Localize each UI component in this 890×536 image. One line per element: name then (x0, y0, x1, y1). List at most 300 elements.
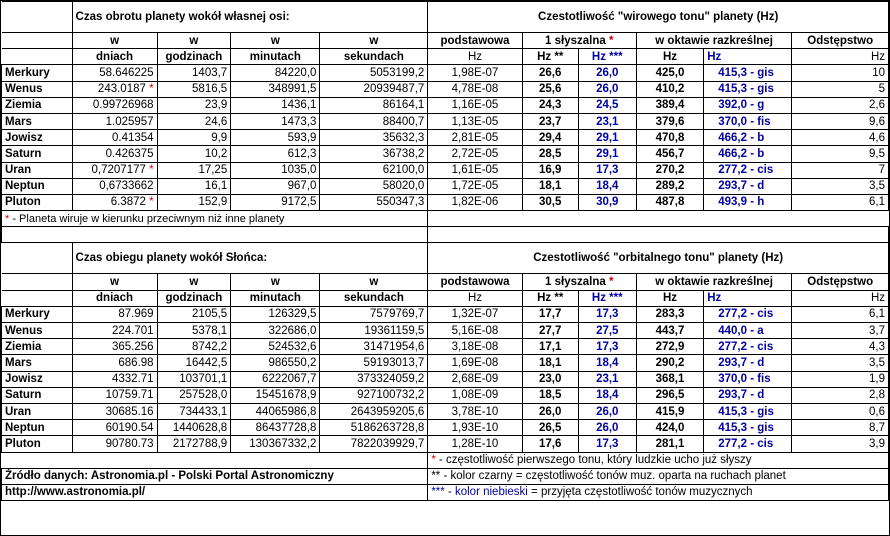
cell-hz-black: 17,1 (522, 339, 578, 355)
cell-hz-black: 27,7 (522, 323, 578, 339)
cell-sekundach: 5053199,2 (320, 65, 428, 81)
col-header-w: w (72, 33, 157, 49)
planet-name: Ziemia (2, 339, 73, 355)
cell-oktawa-blue (704, 323, 792, 339)
value-dniach: 0,6733662 (99, 180, 154, 193)
cell-sekundach: 5186263728,8 (320, 420, 428, 436)
cell-dniach (72, 323, 157, 339)
value-dniach: 686.98 (118, 356, 154, 369)
cell-dniach (72, 162, 157, 178)
cell-oktawa: 425,0 (636, 65, 703, 81)
note-star: * (5, 212, 10, 225)
cell-oktawa: 424,0 (636, 420, 703, 436)
cell-podstawowa: 5,16E-08 (428, 323, 522, 339)
value-dniach: 30685.16 (105, 405, 154, 418)
value-dniach: 90780.73 (105, 437, 154, 450)
data-source-url: http://www.astronomia.pl/ (2, 484, 428, 500)
cell-hz-black: 24,3 (522, 97, 578, 113)
empty-cell (428, 211, 889, 227)
cell-hz-blue: 26,0 (578, 81, 636, 97)
cell-dniach (72, 306, 157, 322)
note-name: - cis (750, 340, 774, 353)
empty-cell (2, 452, 428, 468)
spacer (2, 227, 428, 243)
cell-hz-black: 17,7 (522, 306, 578, 322)
cell-podstawowa: 1,82E-06 (428, 194, 522, 210)
col-header-dniach: dniach (72, 49, 157, 65)
cell-hz-black: 23,7 (522, 113, 578, 129)
col-header-hz: Hz (792, 290, 889, 306)
col-header-odstepstwo: Odstępstwo (792, 274, 889, 290)
cell-oktawa: 283,3 (636, 306, 703, 322)
section2-title-left: Czas obiegu planety wokół Słońca: (72, 243, 428, 274)
cell-podstawowa: 2,68E-09 (428, 371, 522, 387)
cell-minutach: 348991,5 (231, 81, 320, 97)
cell-hz-black: 16,9 (522, 162, 578, 178)
note-name: - fis (750, 373, 771, 386)
cell-godzinach: 16442,5 (157, 355, 231, 371)
value-dniach: 365.256 (112, 340, 154, 353)
col-header-hz-star2 (522, 290, 578, 306)
cell-podstawowa: 1,72E-05 (428, 178, 522, 194)
cell-sekundach: 36738,2 (320, 146, 428, 162)
planet-name: Uran (2, 162, 73, 178)
cell-minutach: 130367332,2 (231, 436, 320, 452)
cell-minutach: 593,9 (231, 130, 320, 146)
table-row (2, 162, 889, 178)
value-dniach: 58.646225 (99, 66, 154, 79)
table-row (2, 194, 889, 210)
cell-odstepstwo: 3,5 (792, 355, 889, 371)
cell-odstepstwo: 9,6 (792, 113, 889, 129)
cell-hz-black: 18,5 (522, 387, 578, 403)
cell-dniach (72, 371, 157, 387)
col-header-hz-star3 (578, 290, 636, 306)
note-name: - d (750, 389, 765, 402)
note-name: - gis (750, 421, 774, 434)
cell-podstawowa: 1,08E-09 (428, 387, 522, 403)
col-header-minutach: minutach (231, 49, 320, 65)
cell-minutach: 967,0 (231, 178, 320, 194)
cell-hz-black: 23,0 (522, 371, 578, 387)
col-header-hz: Hz (428, 290, 522, 306)
cell-oktawa-blue (704, 387, 792, 403)
section1-title-left: Czas obrotu planety wokół własnej osi: (72, 2, 428, 33)
cell-oktawa-blue (704, 178, 792, 194)
cell-oktawa: 272,9 (636, 339, 703, 355)
cell-hz-blue: 29,1 (578, 130, 636, 146)
col-header-odstepstwo: Odstępstwo (792, 33, 889, 49)
cell-minutach: 126329,5 (231, 306, 320, 322)
cell-sekundach: 19361159,5 (320, 323, 428, 339)
col-header-hz: Hz (792, 49, 889, 65)
section2-title-right: Czestotliwość "orbitalnego tonu" planety (Hz) (428, 243, 889, 274)
retrograde-marker: * (149, 196, 154, 209)
hz-label: Hz (537, 50, 552, 63)
value-dniach: 4332.71 (112, 373, 154, 386)
okt-value: 466,2 (718, 147, 747, 160)
cell-minutach: 986550,2 (231, 355, 320, 371)
planet-name: Ziemia (2, 97, 73, 113)
empty-cell (2, 33, 73, 49)
planet-name: Merkury (2, 65, 73, 81)
retrograde-marker: * (149, 164, 154, 177)
cell-hz-blue: 26,0 (578, 420, 636, 436)
cell-podstawowa: 1,69E-08 (428, 355, 522, 371)
cell-odstepstwo: 5 (792, 81, 889, 97)
planet-name: Neptun (2, 420, 73, 436)
planet-name: Jowisz (2, 371, 73, 387)
cell-sekundach: 7822039929,7 (320, 436, 428, 452)
col-header-w: w (231, 274, 320, 290)
col-header-oktawie: w oktawie razkreślnej (636, 274, 792, 290)
col-header-sekundach: sekundach (320, 290, 428, 306)
cell-oktawa-blue (704, 339, 792, 355)
cell-minutach: 1035,0 (231, 162, 320, 178)
table-row (2, 403, 889, 419)
cell-godzinach: 5378,1 (157, 323, 231, 339)
col-header-oktawie: w oktawie razkreślnej (636, 33, 792, 49)
cell-hz-black: 26,0 (522, 403, 578, 419)
table-row (2, 420, 889, 436)
cell-godzinach: 103701,1 (157, 371, 231, 387)
col-header-hz-star3 (578, 49, 636, 65)
planet-name: Jowisz (2, 130, 73, 146)
empty-cell (2, 2, 73, 33)
value-dniach: 6.3872 (110, 196, 146, 209)
cell-hz-blue: 24,5 (578, 97, 636, 113)
spacer (428, 227, 889, 243)
table-row (2, 97, 889, 113)
cell-hz-black: 26,5 (522, 420, 578, 436)
star3-marker: *** (609, 50, 623, 63)
cell-sekundach: 927100732,2 (320, 387, 428, 403)
cell-dniach (72, 81, 157, 97)
cell-oktawa: 379,6 (636, 113, 703, 129)
cell-godzinach: 17,25 (157, 162, 231, 178)
col-header-w: w (320, 33, 428, 49)
note-name: - a (750, 324, 764, 337)
cell-godzinach: 1403,7 (157, 65, 231, 81)
cell-oktawa-blue (704, 97, 792, 113)
table-row (2, 323, 889, 339)
cell-oktawa: 389,4 (636, 97, 703, 113)
cell-sekundach: 7579769,7 (320, 306, 428, 322)
cell-hz-blue: 30,9 (578, 194, 636, 210)
note-name: - d (750, 356, 765, 369)
cell-godzinach: 16,1 (157, 178, 231, 194)
retrograde-marker: * (149, 83, 154, 96)
cell-hz-blue: 23,1 (578, 371, 636, 387)
cell-podstawowa: 3,78E-10 (428, 403, 522, 419)
cell-podstawowa: 3,18E-08 (428, 339, 522, 355)
cell-dniach (72, 194, 157, 210)
col-header-hz-blue: Hz (704, 290, 792, 306)
cell-oktawa: 410,2 (636, 81, 703, 97)
note-name: - b (750, 131, 765, 144)
cell-hz-blue: 18,4 (578, 178, 636, 194)
cell-oktawa-blue (704, 113, 792, 129)
empty-cell (2, 274, 73, 290)
legend-text: = przyjęta częstotliwość tonów muzycznych (527, 486, 753, 499)
cell-hz-blue: 23,1 (578, 113, 636, 129)
cell-sekundach: 58020,0 (320, 178, 428, 194)
cell-dniach (72, 355, 157, 371)
rotation-note (2, 211, 428, 227)
col-header-podstawowa: podstawowa (428, 274, 522, 290)
value-dniach: 224.701 (112, 324, 154, 337)
cell-oktawa-blue (704, 403, 792, 419)
cell-sekundach: 62100,0 (320, 162, 428, 178)
section1-title-right: Czestotliwość "wirowego tonu" planety (Hz) (428, 2, 889, 33)
empty-cell (2, 243, 73, 274)
empty-cell (2, 290, 73, 306)
cell-sekundach: 59193013,7 (320, 355, 428, 371)
table-row (2, 355, 889, 371)
planet-name: Neptun (2, 178, 73, 194)
star2-marker: ** (554, 292, 564, 305)
planet-name: Pluton (2, 194, 73, 210)
legend-text: = częstotliwość tonów muz. oparta na ruchach planet (512, 470, 786, 483)
value-dniach: 0.99726968 (92, 99, 154, 112)
col-header-podstawowa: podstawowa (428, 33, 522, 49)
legend-1 (428, 452, 889, 468)
cell-oktawa-blue (704, 130, 792, 146)
col-header-hz: Hz (428, 49, 522, 65)
cell-hz-blue: 17,3 (578, 162, 636, 178)
note-name: - g (750, 99, 765, 112)
col-header-godzinach: godzinach (157, 49, 231, 65)
col-header-slyszalna (522, 33, 636, 49)
col-header-hz: Hz (636, 290, 703, 306)
value-dniach: 0.426375 (105, 147, 154, 160)
value-dniach: 60190.54 (105, 421, 154, 434)
cell-odstepstwo: 3,7 (792, 323, 889, 339)
cell-oktawa-blue (704, 81, 792, 97)
value-dniach: 243.0187 (97, 83, 146, 96)
cell-minutach: 84220,0 (231, 65, 320, 81)
cell-minutach: 1436,1 (231, 97, 320, 113)
okt-value: 277,2 (718, 437, 747, 450)
col-header-w: w (157, 274, 231, 290)
okt-value: 415,3 (718, 83, 747, 96)
cell-sekundach: 2643959205,6 (320, 403, 428, 419)
col-header-hz-blue: Hz (704, 49, 792, 65)
col-header-w: w (320, 274, 428, 290)
cell-sekundach: 35632,3 (320, 130, 428, 146)
cell-oktawa-blue (704, 194, 792, 210)
cell-godzinach: 24,6 (157, 113, 231, 129)
okt-value: 277,2 (718, 164, 747, 177)
cell-dniach (72, 97, 157, 113)
cell-podstawowa: 1,28E-10 (428, 436, 522, 452)
cell-podstawowa: 1,93E-10 (428, 420, 522, 436)
cell-hz-blue: 26,0 (578, 403, 636, 419)
cell-oktawa: 470,8 (636, 130, 703, 146)
cell-oktawa-blue (704, 420, 792, 436)
note-name: - gis (750, 66, 774, 79)
col-header-w: w (157, 33, 231, 49)
planet-name: Mars (2, 355, 73, 371)
cell-oktawa: 296,5 (636, 387, 703, 403)
cell-hz-black: 18,1 (522, 355, 578, 371)
cell-podstawowa: 1,13E-05 (428, 113, 522, 129)
cell-oktawa: 281,1 (636, 436, 703, 452)
cell-minutach: 15451678,9 (231, 387, 320, 403)
cell-hz-blue: 18,4 (578, 387, 636, 403)
cell-dniach (72, 339, 157, 355)
cell-hz-black: 17,6 (522, 436, 578, 452)
okt-value: 415,3 (718, 66, 747, 79)
planet-name: Uran (2, 403, 73, 419)
cell-oktawa-blue (704, 306, 792, 322)
cell-godzinach: 2172788,9 (157, 436, 231, 452)
cell-odstepstwo: 7 (792, 162, 889, 178)
note-text: - Planeta wiruje w kierunku przeciwnym niż inne planety (9, 212, 285, 225)
planet-name: Merkury (2, 306, 73, 322)
legend-bold: kolor niebieski (454, 486, 528, 499)
cell-minutach: 1473,3 (231, 113, 320, 129)
cell-minutach: 44065986,8 (231, 403, 320, 419)
cell-hz-blue: 17,3 (578, 339, 636, 355)
cell-godzinach: 9,9 (157, 130, 231, 146)
legend-dash: - (444, 486, 455, 499)
okt-value: 415,3 (718, 405, 747, 418)
col-header-minutach: minutach (231, 290, 320, 306)
cell-oktawa: 368,1 (636, 371, 703, 387)
cell-godzinach: 2105,5 (157, 306, 231, 322)
note-name: - fis (750, 115, 771, 128)
cell-sekundach: 373324059,2 (320, 371, 428, 387)
legend-star: ** (431, 470, 441, 483)
hz-label: Hz (537, 292, 552, 305)
cell-oktawa: 487,8 (636, 194, 703, 210)
star3-marker: *** (609, 292, 623, 305)
okt-value: 415,3 (718, 421, 747, 434)
legend-bold: kolor czarny (450, 470, 513, 483)
cell-dniach (72, 420, 157, 436)
cell-odstepstwo: 2,6 (792, 97, 889, 113)
cell-odstepstwo: 6,1 (792, 306, 889, 322)
table-row (2, 436, 889, 452)
col-header-sekundach: sekundach (320, 49, 428, 65)
planet-name: Saturn (2, 146, 73, 162)
table-row (2, 113, 889, 129)
cell-oktawa-blue (704, 146, 792, 162)
cell-minutach: 6222067,7 (231, 371, 320, 387)
cell-oktawa: 443,7 (636, 323, 703, 339)
cell-dniach (72, 130, 157, 146)
col-header-hz-star2 (522, 49, 578, 65)
cell-oktawa-blue (704, 371, 792, 387)
hz-label: Hz (591, 292, 606, 305)
legend-2 (428, 468, 889, 484)
cell-podstawowa: 2,72E-05 (428, 146, 522, 162)
planet-name: Wenus (2, 323, 73, 339)
cell-odstepstwo: 6,1 (792, 194, 889, 210)
value-dniach: 10759.71 (105, 389, 154, 402)
cell-odstepstwo: 2,8 (792, 387, 889, 403)
cell-hz-black: 30,5 (522, 194, 578, 210)
slyszalna-label: 1 słyszalna (545, 276, 606, 289)
planet-name: Pluton (2, 436, 73, 452)
note-name: - gis (750, 83, 774, 96)
star-marker: * (608, 276, 614, 289)
cell-odstepstwo: 4,3 (792, 339, 889, 355)
okt-value: 370,0 (718, 373, 747, 386)
slyszalna-label: 1 słyszalna (545, 34, 606, 47)
cell-godzinach: 734433,1 (157, 403, 231, 419)
planet-tone-table (1, 1, 889, 501)
cell-dniach (72, 113, 157, 129)
hz-label: Hz (591, 50, 606, 63)
cell-hz-blue: 18,4 (578, 355, 636, 371)
col-header-w: w (72, 274, 157, 290)
star2-marker: ** (554, 50, 564, 63)
cell-godzinach: 5816,5 (157, 81, 231, 97)
cell-hz-blue: 26,0 (578, 65, 636, 81)
table-row (2, 65, 889, 81)
okt-value: 493,9 (718, 196, 747, 209)
cell-godzinach: 23,9 (157, 97, 231, 113)
cell-godzinach: 257528,0 (157, 387, 231, 403)
col-header-slyszalna (522, 274, 636, 290)
cell-podstawowa: 2,81E-05 (428, 130, 522, 146)
cell-hz-blue: 17,3 (578, 306, 636, 322)
cell-dniach (72, 436, 157, 452)
table-row (2, 371, 889, 387)
cell-oktawa: 270,2 (636, 162, 703, 178)
cell-odstepstwo: 9,5 (792, 146, 889, 162)
cell-podstawowa: 1,32E-07 (428, 306, 522, 322)
cell-sekundach: 88400,7 (320, 113, 428, 129)
cell-minutach: 86437728,8 (231, 420, 320, 436)
cell-odstepstwo: 3,5 (792, 178, 889, 194)
legend-dash: - (440, 470, 451, 483)
note-name: - d (750, 180, 765, 193)
value-dniach: 87.969 (118, 308, 154, 321)
note-name: - cis (750, 308, 774, 321)
cell-hz-blue: 17,3 (578, 436, 636, 452)
note-name: - b (750, 147, 765, 160)
cell-sekundach: 550347,3 (320, 194, 428, 210)
cell-dniach (72, 65, 157, 81)
cell-oktawa: 290,2 (636, 355, 703, 371)
cell-godzinach: 10,2 (157, 146, 231, 162)
cell-minutach: 524532,6 (231, 339, 320, 355)
cell-odstepstwo: 4,6 (792, 130, 889, 146)
cell-oktawa-blue (704, 355, 792, 371)
okt-value: 277,2 (718, 308, 747, 321)
star-marker: * (608, 34, 614, 47)
value-dniach: 0,7207177 (91, 164, 146, 177)
cell-odstepstwo: 10 (792, 65, 889, 81)
legend-star: *** (431, 486, 445, 499)
cell-sekundach: 31471954,6 (320, 339, 428, 355)
col-header-w: w (231, 33, 320, 49)
cell-oktawa: 456,7 (636, 146, 703, 162)
note-name: - h (750, 196, 765, 209)
okt-value: 440,0 (718, 324, 747, 337)
table-row (2, 178, 889, 194)
cell-dniach (72, 387, 157, 403)
table-row (2, 306, 889, 322)
cell-podstawowa: 1,16E-05 (428, 97, 522, 113)
cell-oktawa: 289,2 (636, 178, 703, 194)
cell-odstepstwo: 8,7 (792, 420, 889, 436)
cell-dniach (72, 146, 157, 162)
cell-odstepstwo: 1,9 (792, 371, 889, 387)
